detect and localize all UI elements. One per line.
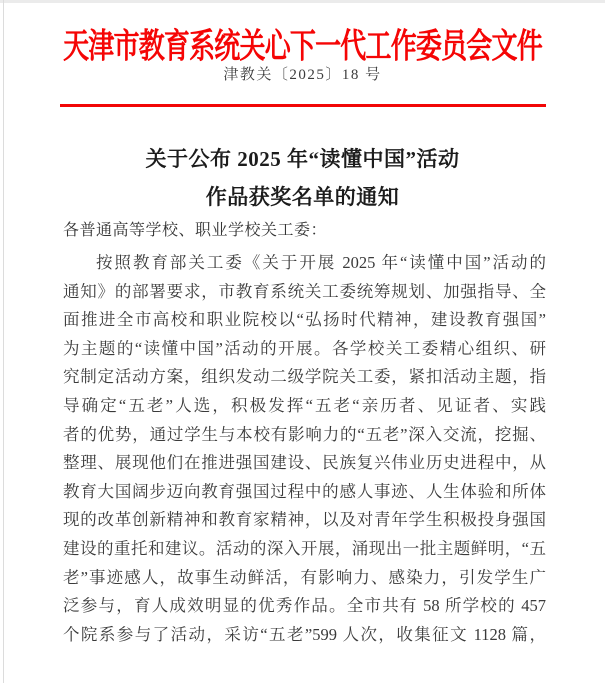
document-title-line2: 作品获奖名单的通知 bbox=[205, 185, 400, 209]
paragraph-line: 现的改革创新精神和教育家精神，以及对青年学生积极投身强国 bbox=[63, 510, 546, 530]
letterhead-title: 天津市教育系统关心下一代工作委员会文件 bbox=[63, 26, 542, 66]
document-number: 津教关〔2025〕18 号 bbox=[223, 67, 382, 83]
paragraph-line: 老”事迹感人，故事生动鲜活，有影响力、感染力，引发学生广 bbox=[63, 567, 546, 587]
page-top-edge bbox=[0, 0, 605, 3]
document-title-line1: 关于公布 2025 年“读懂中国”活动 bbox=[145, 147, 460, 171]
paragraph-line: 个院系参与了活动，采访“五老”599 人次，收集征文 1128 篇， bbox=[63, 624, 546, 644]
red-divider-line bbox=[60, 104, 546, 107]
page-left-edge bbox=[3, 0, 4, 683]
paragraph-line: 建设的重托和建议。活动的深入开展，涌现出一批主题鲜明，“五 bbox=[63, 538, 546, 558]
document-title bbox=[0, 140, 605, 216]
paragraph-line: 面推进全市高校和职业院校以“弘扬时代精神，建设教育强国” bbox=[63, 310, 546, 330]
salutation: 各普通高等学校、职业学校关工委： bbox=[63, 222, 328, 239]
paragraph-line: 究制定活动方案，组织发动二级学院关工委，紧扣活动主题，指 bbox=[63, 367, 546, 387]
body-paragraph bbox=[63, 249, 546, 649]
paragraph-line: 整理、展现他们在推进强国建设、民族复兴伟业历史进程中，从 bbox=[63, 453, 546, 473]
paragraph-line: 导确定“五老”人选，积极发挥“五老“亲历者、见证者、实践 bbox=[63, 395, 546, 415]
paragraph-line: 者的优势，通过学生与本校有影响力的“五老”深入交流，挖掘、 bbox=[63, 424, 546, 444]
paragraph-line: 按照教育部关工委《关于开展 2025 年“读懂中国”活动的 bbox=[96, 253, 546, 272]
paragraph-line: 泛参与，育人成效明显的优秀作品。全市共有 58 所学校的 457 bbox=[63, 596, 546, 616]
paragraph-line: 为主题的“读懂中国”活动的开展。各学校关工委精心组织、研 bbox=[63, 338, 546, 358]
paragraph-line: 通知》的部署要求，市教育系统关工委统筹规划、加强指导、全 bbox=[63, 281, 546, 301]
paragraph-line: 教育大国阔步迈向教育强国过程中的感人事迹、人生体验和所体 bbox=[63, 481, 546, 501]
